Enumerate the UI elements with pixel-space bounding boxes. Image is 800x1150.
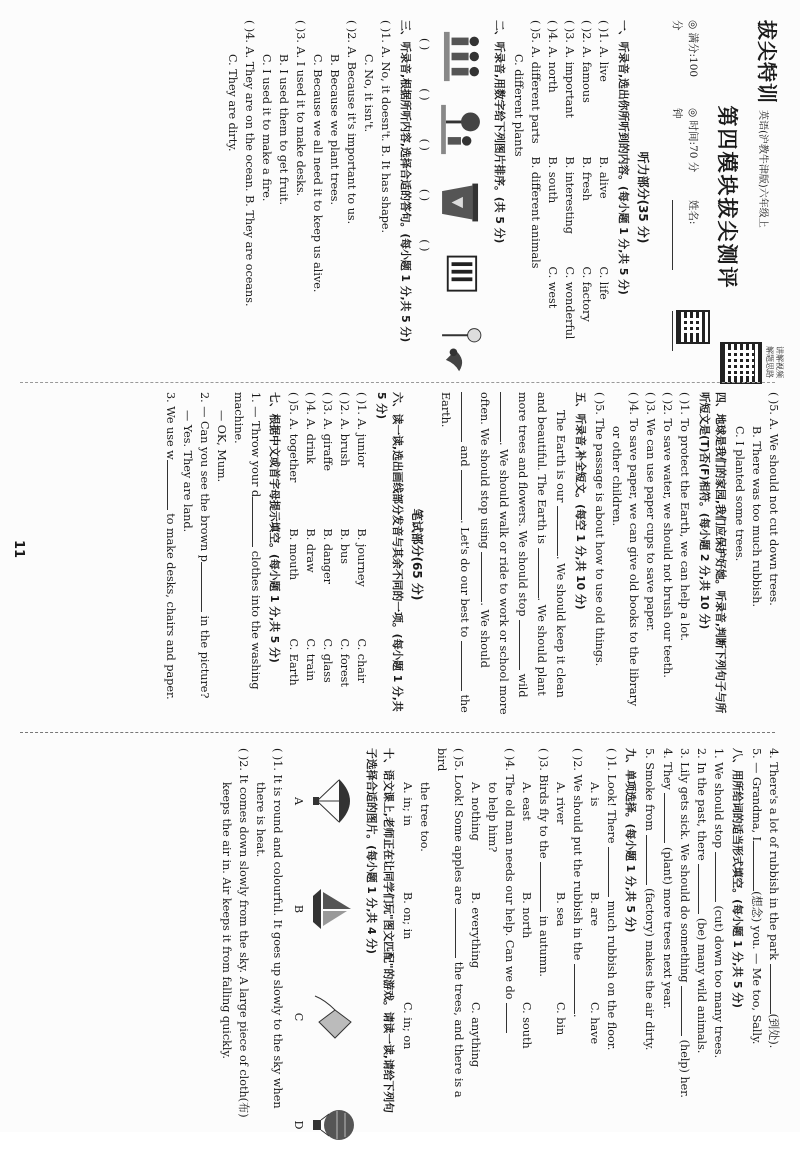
s4-item: ( )1. To protect the Earth, we can help a lot. [678,392,692,642]
picture-tree-planting-icon [437,103,485,156]
s8-q1: 1. We should stop (cut) down too many trees. [711,748,725,1059]
s3-item [292,20,309,375]
blank-2[interactable] [538,548,550,598]
section-5-passage: The Earth is our . We should keep it clean and beautiful. The Earth is . We should plant more trees and flowers. We should stop wild . We should walk or ride to work or school more often. We should stop using . We should and . Let's do our best to the Earth. [439,392,567,715]
option-c: C. I used it to make a fire. [260,54,274,202]
qr-code-icon[interactable] [676,310,710,344]
section-2-pictures [437,30,485,375]
s7-q4: 4. There's a lot of rubbish in the park (到处). [767,748,780,1049]
blank-3[interactable] [519,620,531,670]
section-2-heading: 二、听录音,用数字给下列图片排序。(共 5 分) [493,20,507,244]
section-2-brackets [416,38,433,375]
s10-q1: ( )1. It is round and colourful. It goes up slowly to the sky when there is heat. [254,748,285,1109]
section-5-heading: 五、听录音,补全短文。(每空 1 分,共 10 分) [574,392,588,610]
blank-s8-3[interactable] [681,986,693,1036]
item-number: ( )4. [546,20,560,47]
s7-q1: 1. — Throw your d clothes into the washing machine. [231,392,262,690]
option-c: C. wonderful [563,266,577,340]
s9-q3: ( )3. Birds fly to the in autumn. [537,748,551,977]
s9-q1: ( )1. Look! There much rubbish on the floor. [605,748,619,1051]
option-a: A. giraffe [321,418,335,472]
s9-q2: ( )2. We should put the rubbish in the . [571,748,585,1018]
choice-b[interactable]: B [290,884,355,934]
choice-c[interactable]: C [290,992,355,1042]
option-c: C. forest [338,638,352,687]
blank-s7-4[interactable] [770,964,782,1014]
s7-q5: 5. — Grandma, I(想念) you. — Me too, Sally. [749,748,763,1045]
s3-item [343,20,360,375]
blank-8[interactable] [461,641,473,691]
s7-q2: 2. — Can you see the brown p in the picture? [197,392,211,699]
item-number: ( )1. [597,20,611,47]
column-right: 4. There's a lot of rubbish in the park (到处). 5. — Grandma, I(想念) you. — Me too, Sally. 八、用所给词的适当形式填空。(每小题 1 分,共 5 分) 1. We should stop (cut) down too many trees. 2. In the past, there (be) many wild animals. 3. Lily gets sick. We should do something (help) her. 4. They (plant) more trees next year. 5. Smoke from (factory) makes the air dirty. 九、单项选择。(每小题 1 分,共 5 分) ( )1. Look! There much rubbish on the floor. A. isB. areC. have ( )2. We should put the rubbish in the . A. riverB. seaC. bin ( )3. Birds fly to the in autumn. A. eastB. northC. south ( )4. The old man needs our help. Can we do to help him? A. nothingB. everythingC. anything ( )5. Look! Some apples are the trees, and there is a bird the tree too. A. in; inB. on; inC. in; on 十、语文课上,老师正在让同学们玩"图文匹配"的游戏。请读一读,请给下列句子选择合适的图片。(每小题 1 分,共 4 分) A B C D ( )1. It is round and colourful. It goes up slowly to the sky when there is heat. ( )2. It comes down slowly from the sky. A large piece of cloth(布) keeps the air in. Air keeps it from falling quickly. [12,748,782,1118]
s6-item [302,392,319,717]
option-b: B. It has shape. [379,141,393,234]
option-b: B. They are oceans. [243,191,257,307]
section-7-heading: 七、根据中文或首字母提示填空。(每小题 1 分,共 5 分) [268,392,282,663]
option-b: B. interesting [563,156,577,234]
item-number: ( )4. [243,20,257,47]
s4-item: ( )2. To save water, we should not brush our teeth. [661,392,675,678]
s3-q5: ( )5. A. We should not cut down trees. B. There was too much rubbish. C. I planted some trees. [732,392,780,608]
header-bar [752,20,782,375]
s4-item: ( )4. To save paper, we can give old books to the library or other children. [610,392,641,707]
blank-1[interactable] [557,506,569,556]
picture-battery-icon [437,249,485,302]
written-header: 笔试部分(65 分) [410,508,425,601]
hot-air-balloon-icon [311,1100,355,1150]
s6-item [319,392,336,717]
s3-item [377,20,394,375]
blank-s8-4[interactable] [664,793,676,843]
section-6-heading: 六、读一读,选出画线部分发音与其余不同的一项。(每小题 1 分,共 5 分) [374,392,405,712]
section-6-list [285,392,370,717]
answer-bracket[interactable]: ( ) [417,239,431,252]
blank-6[interactable] [461,392,473,442]
blank-s8-2[interactable] [698,864,710,914]
option-b: B. mouth [287,528,301,581]
s10-q2: ( )2. It comes down slowly from the sky. A large piece of cloth(布) keeps the air in. Air keeps it from falling quickly. [220,748,251,1118]
option-b: B. I used them to get fruit. [277,54,291,206]
section-4-list [591,392,693,717]
answer-bracket[interactable]: ( ) [417,38,431,51]
option-c: C. west [546,266,560,309]
option-c: C. glass [321,638,335,683]
section-1-list [510,20,612,375]
option-b: B. Because we plant trees. [328,54,342,206]
item-number: ( )1. [379,20,393,47]
option-c: C. Because we all need it to keep us alive. [311,54,325,293]
option-c: C. They are dirty. [226,54,240,152]
blank-s7-5[interactable] [753,841,765,891]
section-10-pictures [290,776,355,1130]
listening-header: 听力部分(35 分) [635,151,650,244]
item-number: ( )3. [294,20,308,47]
s4-item: ( )3. We can use paper cups to save paper. [644,392,658,632]
option-a: A. No, it doesn't. [379,46,393,142]
option-a: A. junior [355,418,369,468]
section-10-heading: 十、语文课上,老师正在让同学们玩"图文匹配"的游戏。请读一读,请给下列句子选择合适的图片。(每小题 1 分,共 4 分) [365,748,395,1113]
qr-code-icon[interactable] [720,342,762,384]
option-b: B. danger [321,528,335,585]
answer-bracket[interactable]: ( ) [417,138,431,151]
option-a: A. north [546,46,560,93]
kite-icon [311,992,355,1042]
option-a: A. They are on the ocean. [243,46,257,192]
full-marks: ◎ 满分:100 分 [670,20,699,78]
blank-s7-1[interactable] [252,497,264,547]
section-3-list [224,20,394,375]
s8-q2: 2. In the past, there (be) many wild animals. [694,748,708,1054]
page-number: 11 [11,540,26,559]
s8-q5: 5. Smoke from (factory) makes the air dirty. [643,748,657,1051]
blank-s8-1[interactable] [715,852,727,902]
option-a: A. different parts [529,46,543,144]
s1-item [595,20,612,375]
s1-item [561,20,578,375]
option-a: A. Because it's important to us. [345,46,359,225]
option-a: A. drink [304,418,318,464]
option-c: C. life [597,266,611,300]
option-a: A. famous [580,46,594,103]
s8-q4: 4. They (plant) more trees next year. [660,748,674,1010]
picture-people-cleaning-icon [437,30,485,83]
blank-s8-5[interactable] [647,835,659,885]
qr-label: 讲解视频 解题思路 [765,346,784,378]
option-b: B. bus [338,528,352,564]
item-number: ( )2. [580,20,594,47]
blank-4[interactable] [500,392,512,442]
s6-item [285,392,302,717]
s3-item [241,20,258,375]
column-divider [20,732,775,733]
item-number: ( )5. [529,20,543,47]
item-number: ( )4. [304,392,318,419]
column-left [12,20,784,378]
option-b: B. alive [597,156,611,199]
parachute-icon [311,776,355,826]
section-9-heading: 九、单项选择。(每小题 1 分,共 5 分) [624,748,638,933]
item-number: ( )2. [338,392,352,419]
option-c: C. chair [355,638,369,683]
item-number: ( )5. [287,392,301,419]
column-divider [20,382,775,383]
brand-subtitle: 英语(沪教牛津版)六年级上 [757,110,768,228]
option-a: A. live [597,46,611,82]
name-field[interactable]: 姓名: [666,200,700,293]
sailboat-icon [311,884,355,934]
s4-item: ( )5. The passage is about how to use old things. [593,392,607,667]
time-limit: ◎ 时间:70 分钟 [670,108,699,173]
s9-q5: ( )5. Look! Some apples are the trees, and there is a bird [434,748,465,1098]
s6-item [336,392,353,717]
item-number: ( )3. [321,392,335,419]
picture-recycling-bin-icon [437,176,485,229]
section-4-heading: 四、地球是我们的家园,我们应保护好她。听录音,判断下列句子与所听短文是(T)否(F)相符。(每小题 2 分,共 10 分) [697,392,727,714]
option-b: B. fresh [580,156,594,201]
blank-s7-2[interactable] [201,562,213,612]
answer-bracket[interactable]: ( ) [417,88,431,101]
option-a: A. brush [338,418,352,467]
option-b: B. journey [355,528,369,587]
option-b: B. south [546,156,560,204]
option-a: A. I used it to make desks. [294,46,308,197]
s9-q4: ( )4. The old man needs our help. Can we do [501,748,518,1118]
item-number: ( )1. [355,392,369,419]
section-3-heading: 三、听录音,根据所听内容,选择合适的答句。(每小题 1 分,共 5 分) [398,20,412,343]
column-middle [12,392,782,717]
option-c: C. Earth [287,638,301,686]
option-a: A. important [563,46,577,119]
s7-q2-reply: — Yes. They are land. [180,410,194,533]
choice-d[interactable]: D [290,1100,355,1150]
blank-7[interactable] [461,470,473,520]
option-a: A. together [287,418,301,483]
item-number: ( )2. [345,20,359,47]
s6-item [353,392,370,717]
option-c: C. different plants [512,54,526,157]
s8-q3: 3. Lily gets sick. We should do something (help) her. [677,748,691,1098]
option-c: C. train [304,638,318,682]
s1-item [544,20,561,375]
s7-q3: 3. We use w to make desks, chairs and paper. [163,392,177,700]
item-number: ( )3. [563,20,577,47]
blank-5[interactable] [481,552,493,602]
option-c: C. No, it isn't. [362,54,376,133]
s7-q1-reply: — OK, Mum. [214,410,228,483]
section-8-heading: 八、用所给词的适当形式填空。(每小题 1 分,共 5 分) [730,748,744,1008]
section-1-heading: 一、听录音,选出你所听到的内容。(每小题 1 分,共 5 分) [616,20,630,295]
s1-item [578,20,595,375]
choice-a[interactable]: A [290,776,355,826]
s1-item [527,20,544,375]
option-b: B. draw [304,528,318,573]
option-b: B. different animals [529,156,543,269]
option-c: C. factory [580,266,594,322]
picture-bird-flower-icon [437,322,485,375]
page-title: 第四模块拔尖测评 [714,105,739,290]
answer-bracket[interactable]: ( ) [417,188,431,202]
brand-title: 拔尖特训 [755,20,779,104]
blank-s7-3[interactable] [167,460,179,510]
